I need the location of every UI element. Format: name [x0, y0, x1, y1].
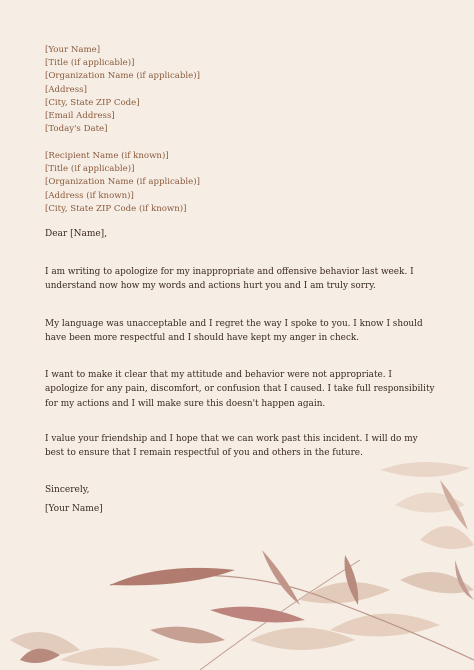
paragraph-3: I want to make it clear that my attitude and behavior were not appropriate. I apologize for any pain, discomfort, or confusion that I caused. I take full responsibility for my actions and I will make sure this doesn't happen again. [45, 370, 435, 409]
sender-address-block [45, 44, 200, 136]
paragraph-1: I am writing to apologize for my inappropriate and offensive behavior last week. I understand now how my words and actions hurt you and I am truly sorry. [45, 267, 414, 292]
paragraph-2: My language was unacceptable and I regret the way I spoke to you. I know I should have been more respectful and I should have kept my anger in check. [45, 319, 423, 344]
sender-address: [Address] [45, 84, 87, 95]
sender-name: [Your Name] [45, 45, 101, 55]
recipient-address: [Address (if known)] [45, 190, 134, 201]
sender-city-state-zip: [City, State ZIP Code] [45, 97, 140, 108]
sender-organization: [Organization Name (if applicable)] [45, 71, 200, 82]
salutation: Dear [Name], [45, 229, 108, 239]
closing: Sincerely, [45, 485, 90, 495]
paragraph-4: I value your friendship and I hope that we can work past this incident. I will do my best to ensure that I remain respectful of you and others in the future. [45, 434, 418, 459]
sender-title: [Title (if applicable)] [45, 58, 135, 69]
recipient-address-block [45, 150, 200, 216]
recipient-organization: [Organization Name (if applicable)] [45, 177, 200, 188]
letter-date: [Today's Date] [45, 124, 108, 135]
recipient-title: [Title (if applicable)] [45, 164, 135, 175]
recipient-city-state-zip: [City, State ZIP Code (if known)] [45, 203, 187, 214]
signature-name: [Your Name] [45, 504, 103, 514]
sender-email: [Email Address] [45, 111, 115, 122]
recipient-name: [Recipient Name (if known)] [45, 151, 169, 161]
